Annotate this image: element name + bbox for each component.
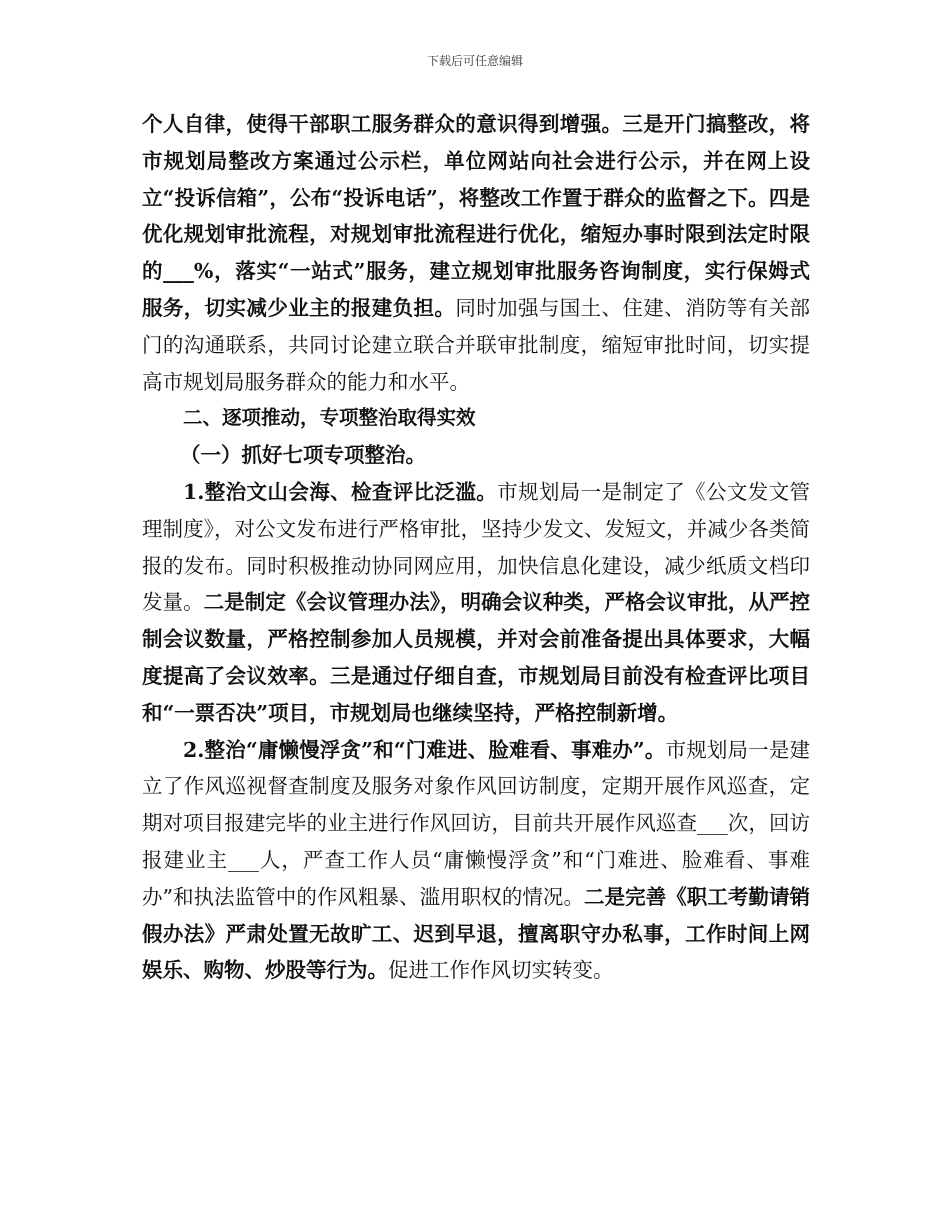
item-1-normal: 市规划局一是制定了《公文发文管理制度》，对公文发布进行严格审批，坚持少发文、发短文，并减少各类简报的发布。同时积极推动协同网应用，加快信息化建设，减少纸质文档印发量。	[142, 479, 810, 615]
paragraph-1	[142, 106, 810, 400]
item-1-bold: 二是制定《会议管理办法》，明确会议种类，严格会议审批，从严控制会议数量，严格控制参加人员规模，并对会前准备提出具体要求，大幅度提高了会议效率。三是通过仔细自查，市规划局目前没有检查评比项目和“一票否决”项目，市规划局也继续坚持，严格控制新增。	[142, 590, 811, 725]
page-header: 下载后可任意编辑	[426, 54, 523, 68]
item-2-tail: 促进工作作风切实转变。	[388, 958, 614, 983]
item-2-title: 2.整治“庸懒慢浮贪”和“门难进、脸难看、事难办”。	[183, 737, 666, 762]
item-1-title: 1.整治文山会海、检查评比泛滥。	[183, 479, 498, 504]
item-2-paragraph	[142, 732, 810, 990]
paragraph-1-normal: 同时加强与国土、住建、消防等有关部门的沟通联系，共同讨论建立联合并联审批制度，缩短审批时间，切实提高市规划局服务群众的能力和水平。	[142, 295, 811, 394]
paragraph-1-bold: 个人自律，使得干部职工服务群众的意识得到增强。三是开门搞整改，将市规划局整改方案通过公示栏，单位网站向社会进行公示，并在网上设立“投诉信箱”，公布“投诉电话”，将整改工作置于群众的监督之下。四是优化规划审批流程，对规划审批流程进行优化，缩短办事时限到法定时限的___%，落实“一站式”服务，建立规划审批服务咨询制度，实行保姆式服务，切实减少业主的报建负担。	[142, 112, 810, 320]
item-2-normal: 市规划局一是建立了作风巡视督查制度及服务对象作风回访制度，定期开展作风巡查，定期对项目报建完毕的业主进行作风回访，目前共开展作风巡查___次，回访报建业主___人，严查工作人员“庸懒慢浮贪”和“门难进、脸难看、事难办”和执法监管中的作风粗暴、滥用职权的情况。	[142, 737, 810, 909]
item-1-paragraph	[142, 474, 810, 732]
document-body	[142, 106, 810, 989]
section-2-heading: 二、逐项推动，专项整治取得实效	[183, 406, 476, 430]
subsection-1-heading: （一）抓好七项专项整治。	[180, 443, 426, 468]
item-2-bold: 二是完善《职工考勤请销假办法》严肃处置无故旷工、迟到早退，擅离职守办私事，工作时间上网娱乐、购物、炒股等行为。	[142, 884, 811, 983]
